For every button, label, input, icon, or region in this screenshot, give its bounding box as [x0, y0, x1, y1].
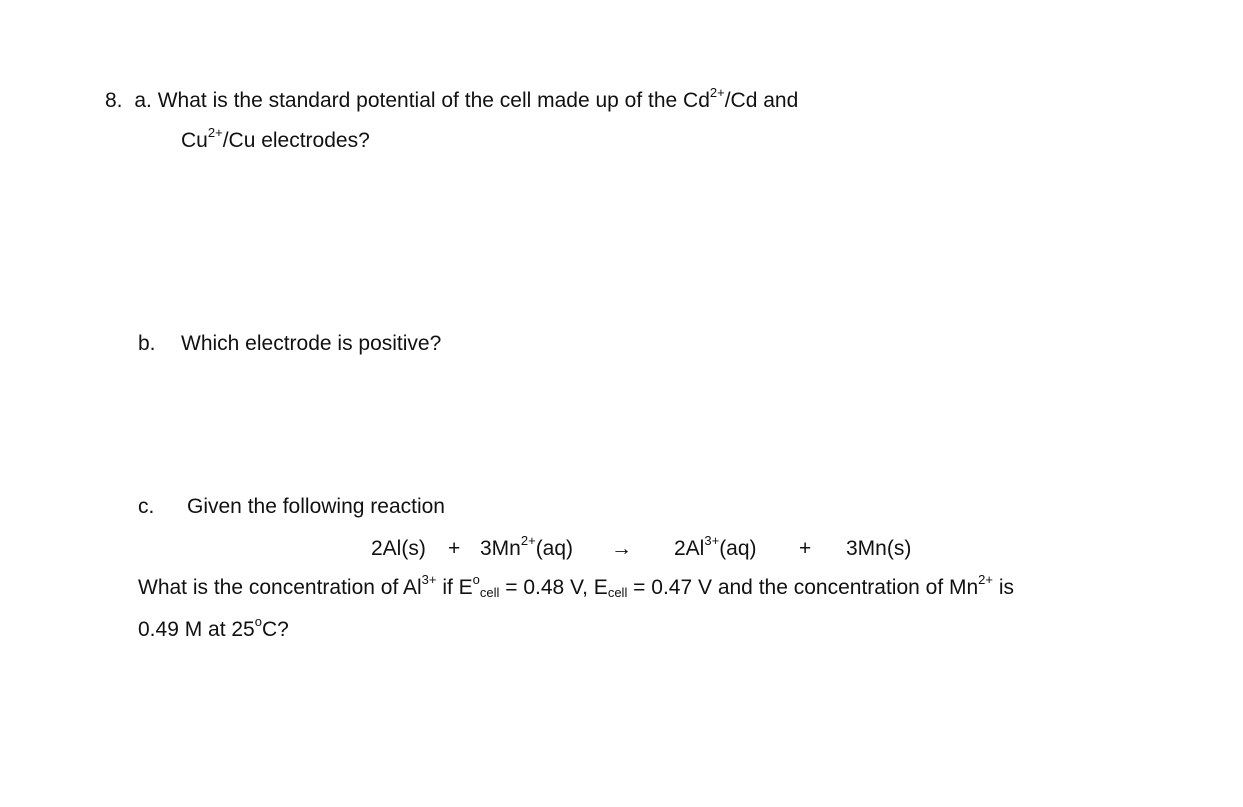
question-8-part-b: [138, 331, 442, 357]
al-charge: 3+: [704, 533, 720, 548]
mn-state: (aq): [535, 537, 574, 560]
q-text-4: = 0.47 V and the concentration of Mn: [627, 576, 979, 599]
q2-text-1: 0.49 M at 25: [138, 618, 255, 641]
mn-symbol: 3Mn: [480, 537, 521, 560]
plus-sign-1: +: [448, 537, 461, 560]
part-c-question-line-1: [138, 572, 1014, 601]
degree-symbol: o: [254, 614, 262, 629]
q2-text-2: C?: [261, 618, 289, 641]
cell-subscript-2: cell: [607, 585, 628, 600]
cd-charge: 2+: [709, 85, 725, 100]
part-b-text: Which electrode is positive?: [181, 332, 442, 355]
q-text-2: if E: [436, 576, 473, 599]
q-text-1: What is the concentration of Al: [138, 576, 422, 599]
question-8-part-a-line-1: [105, 85, 799, 114]
product-al-ion: [674, 533, 757, 562]
cu-symbol: Cu: [181, 129, 208, 152]
q-text-5: is: [993, 576, 1014, 599]
reaction-arrow: →: [611, 537, 632, 560]
cu-charge: 2+: [207, 125, 223, 140]
q-text-3: = 0.48 V, E: [499, 576, 608, 599]
reactant-al: 2Al(s): [371, 537, 426, 560]
part-c-intro-text: Given the following reaction: [187, 495, 445, 518]
al-charge-q: 3+: [421, 572, 437, 587]
question-8-part-a-line-2: [181, 125, 370, 154]
question-number: 8.: [105, 89, 123, 112]
part-a-text: What is the standard potential of the cell made up of the Cd: [157, 89, 710, 112]
standard-degree: o: [472, 572, 480, 587]
cell-subscript-1: cell: [479, 585, 500, 600]
part-c-label: c.: [138, 495, 155, 518]
question-8-part-c-intro: [138, 494, 445, 520]
plus-sign-2: +: [799, 537, 812, 560]
reaction-equation: [0, 533, 1243, 562]
al-symbol: 2Al: [674, 537, 705, 560]
mn-charge-q: 2+: [978, 572, 993, 587]
part-a-line2-text: /Cu electrodes?: [222, 129, 370, 152]
part-a-label: a.: [134, 89, 152, 112]
product-mn: 3Mn(s): [846, 537, 912, 560]
part-a-text-end: /Cd and: [724, 89, 799, 112]
reactant-mn-ion: [480, 533, 574, 562]
al-state: (aq): [719, 537, 757, 560]
part-b-label: b.: [138, 332, 156, 355]
part-c-question-line-2: [138, 614, 289, 643]
mn-charge: 2+: [520, 533, 536, 548]
